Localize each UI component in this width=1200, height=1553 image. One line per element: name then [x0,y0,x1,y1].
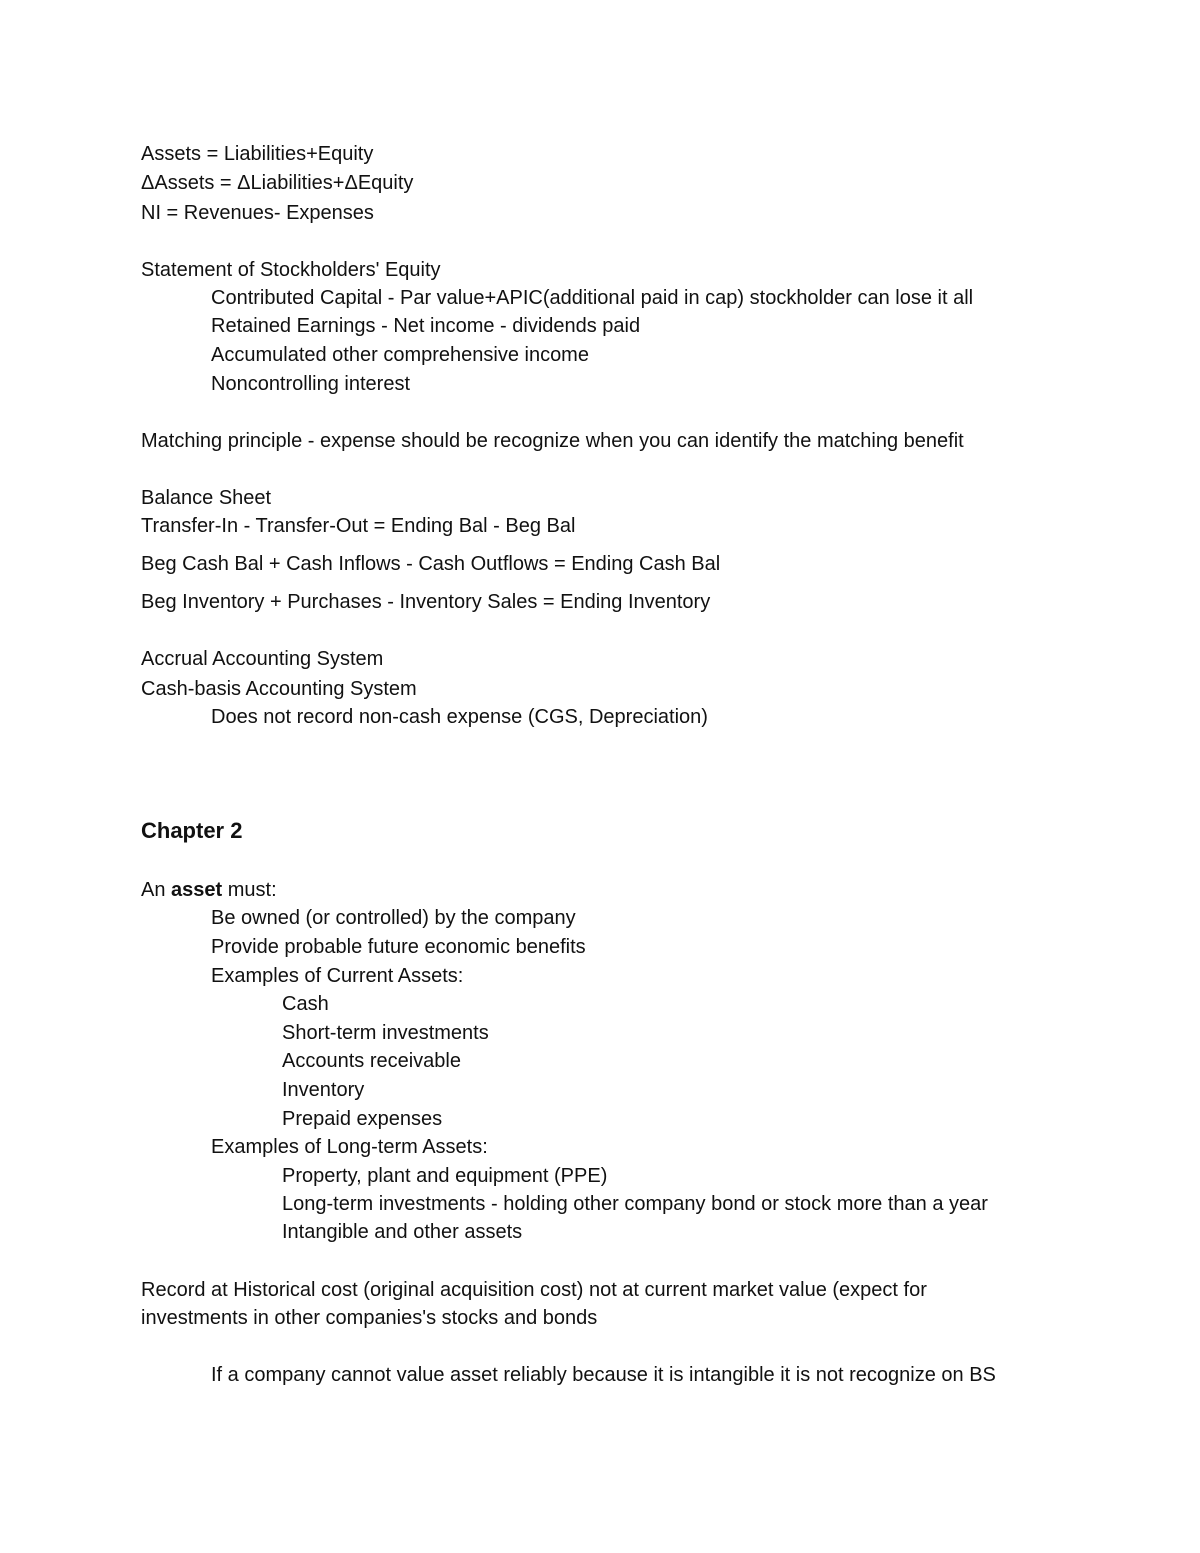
net-income-equation: NI = Revenues- Expenses [141,202,374,224]
equity-item: Retained Earnings - Net income - dividends paid [211,315,641,337]
balance-sheet-line: Transfer-In - Transfer-Out = Ending Bal - Beg Bal [141,515,576,537]
longterm-asset-item: Long-term investments - holding other company bond or stock more than a year [282,1193,988,1215]
equity-item: Noncontrolling interest [211,373,410,395]
historical-cost-line: Record at Historical cost (original acquisition cost) not at current market value (expect for [141,1279,927,1301]
longterm-asset-item: Intangible and other assets [282,1221,523,1243]
asset-criterion: Be owned (or controlled) by the company [211,907,576,929]
current-assets-heading: Examples of Current Assets: [211,965,464,987]
balance-sheet-line: Beg Cash Bal + Cash Inflows - Cash Outflows = Ending Cash Bal [141,553,721,575]
intangible-note: If a company cannot value asset reliably because it is intangible it is not recognize on BS [211,1364,996,1386]
asset-intro-prefix: An [141,879,172,901]
delta-equation: ΔAssets = ΔLiabilities+ΔEquity [141,172,414,194]
asset-intro [141,878,277,902]
stockholders-equity-heading: Statement of Stockholders' Equity [141,259,441,281]
balance-sheet-line: Beg Inventory + Purchases - Inventory Sales = Ending Inventory [141,591,711,613]
accrual-system: Accrual Accounting System [141,648,384,670]
asset-term: asset [171,879,223,901]
current-asset-item: Prepaid expenses [282,1108,443,1130]
accounting-equation: Assets = Liabilities+Equity [141,143,374,165]
current-asset-item: Cash [282,993,329,1015]
current-asset-item: Short-term investments [282,1022,489,1044]
chapter-title: Chapter 2 [141,818,243,843]
asset-criterion: Provide probable future economic benefits [211,936,586,958]
balance-sheet-heading: Balance Sheet [141,487,272,509]
historical-cost-line: investments in other companies's stocks and bonds [141,1307,598,1329]
asset-intro-suffix: must: [222,879,277,901]
current-asset-item: Inventory [282,1079,365,1101]
cash-basis-system: Cash-basis Accounting System [141,678,417,700]
current-asset-item: Accounts receivable [282,1050,461,1072]
longterm-asset-item: Property, plant and equipment (PPE) [282,1165,608,1187]
equity-item: Accumulated other comprehensive income [211,344,589,366]
cash-basis-note: Does not record non-cash expense (CGS, Depreciation) [211,706,708,728]
longterm-assets-heading: Examples of Long-term Assets: [211,1136,488,1158]
equity-item: Contributed Capital - Par value+APIC(additional paid in cap) stockholder can lose it all [211,287,974,309]
matching-principle: Matching principle - expense should be recognize when you can identify the matching benefit [141,430,964,452]
